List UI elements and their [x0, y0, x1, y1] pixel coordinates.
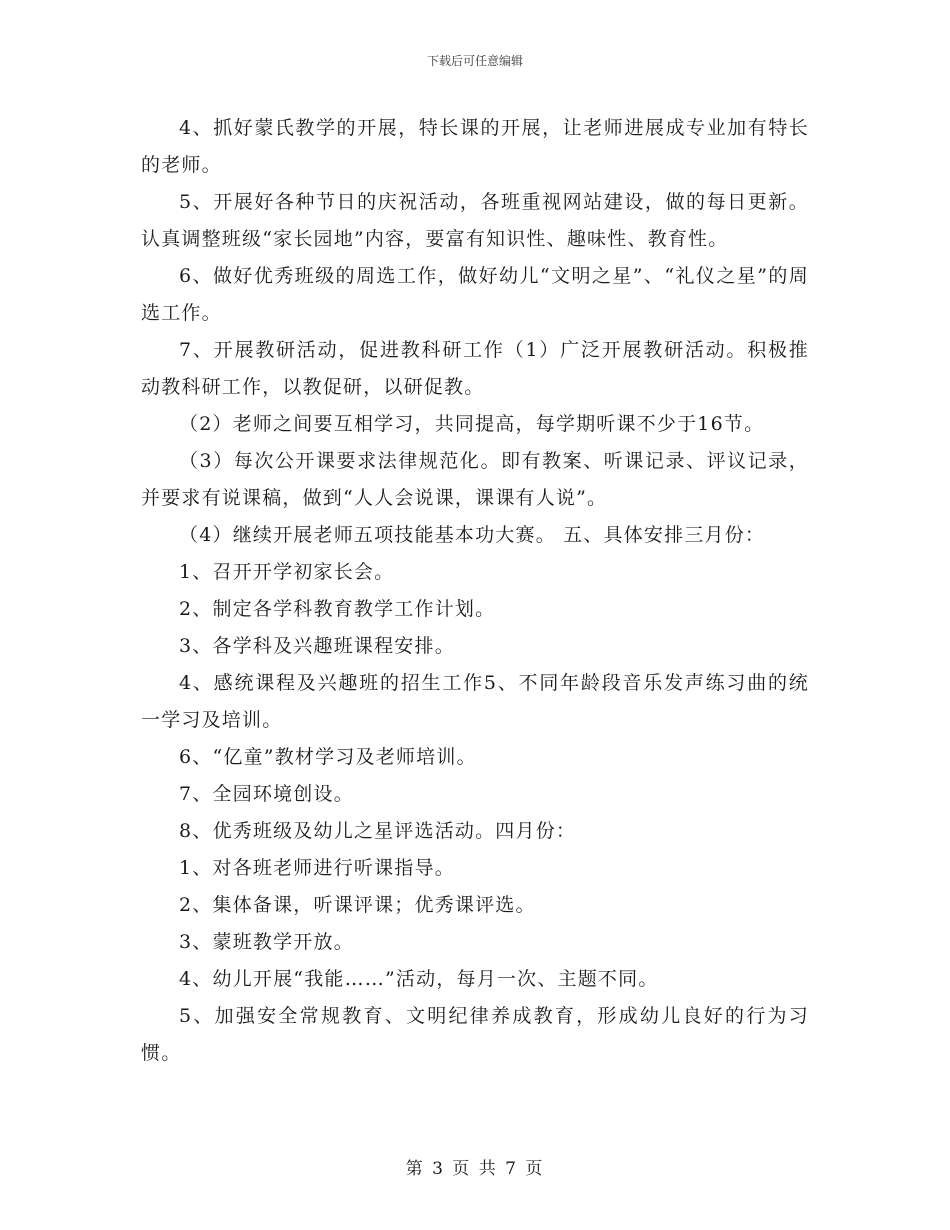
- paragraph: 1、对各班老师进行听课指导。: [179, 857, 455, 879]
- paragraph: 4、感统课程及兴趣班的招生工作5、不同年龄段音乐发声练习曲的统一学习及培训。: [141, 672, 809, 731]
- paragraph: （4）继续开展老师五项技能基本功大赛。 五、具体安排三月份：: [179, 524, 766, 546]
- paragraph: 6、做好优秀班级的周选工作，做好幼儿“文明之星”、“礼仪之星”的周选工作。: [141, 265, 809, 324]
- document-body: [141, 110, 809, 1072]
- paragraph: 4、抓好蒙氏教学的开展，特长课的开展，让老师进展成专业加有特长的老师。: [141, 117, 809, 176]
- paragraph: 5、加强安全常规教育、文明纪律养成教育，形成幼儿良好的行为习惯。: [141, 1005, 809, 1064]
- paragraph: 6、“亿童”教材学习及老师培训。: [179, 746, 477, 768]
- paragraph: （2）老师之间要互相学习，共同提高，每学期听课不少于16节。: [179, 413, 765, 435]
- page-number-footer: 第 3 页 共 7 页: [405, 1159, 545, 1179]
- paragraph: 4、幼儿开展“我能……”活动，每月一次、主题不同。: [179, 968, 659, 990]
- paragraph: 5、开展好各种节日的庆祝活动，各班重视网站建设，做的每日更新。认真调整班级“家长园地”内容，要富有知识性、趣味性、教育性。: [141, 191, 809, 250]
- paragraph: 2、集体备课，听课评课；优秀课评选。: [179, 894, 536, 916]
- paragraph: 3、蒙班教学开放。: [179, 931, 354, 953]
- paragraph: 3、各学科及兴趣班课程安排。: [179, 635, 455, 657]
- page-header: 下载后可任意编辑: [426, 54, 523, 68]
- paragraph: 2、制定各学科教育教学工作计划。: [179, 598, 496, 620]
- paragraph: 1、召开开学初家长会。: [179, 561, 395, 583]
- paragraph: （3）每次公开课要求法律规范化。即有教案、听课记录、评议记录，并要求有说课稿，做到“人人会说课，课课有人说”。: [141, 450, 809, 509]
- paragraph: 7、开展教研活动，促进教科研工作（1）广泛开展教研活动。积极推动教科研工作，以教促研，以研促教。: [141, 339, 809, 398]
- paragraph: 7、全园环境创设。: [179, 783, 354, 805]
- paragraph: 8、优秀班级及幼儿之星评选活动。四月份：: [179, 820, 577, 842]
